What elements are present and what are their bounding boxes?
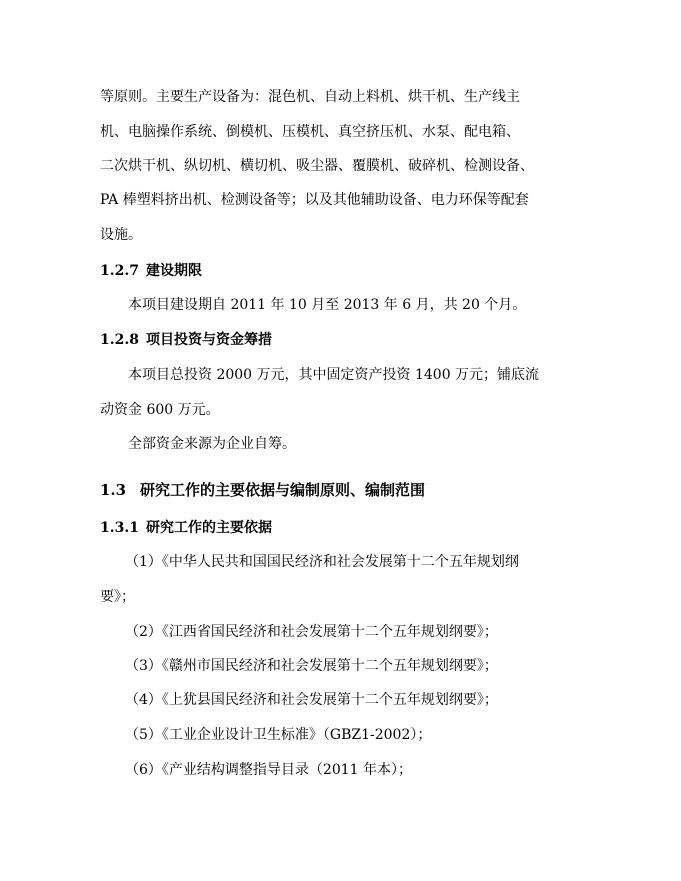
- body-line: 设施。: [100, 227, 142, 243]
- section-heading-1-2-7: [100, 261, 202, 281]
- body-line: 等原则。主要生产设备为：混色机、自动上料机、烘干机、生产线主: [100, 89, 520, 105]
- body-line: 机、电脑操作系统、倒模机、压模机、真空挤压机、水泵、配电箱、: [100, 124, 520, 140]
- body-line: 全部资金来源为企业自筹。: [128, 436, 296, 452]
- section-title: 项目投资与资金筹措: [146, 332, 272, 348]
- basis-item: （3）《赣州市国民经济和社会发展第十二个五年规划纲要》；: [125, 658, 498, 674]
- body-line: 二次烘干机、纵切机、横切机、吸尘器、覆膜机、破碎机、检测设备、: [100, 158, 534, 174]
- section-number: 1.3: [100, 481, 127, 499]
- body-line: 本项目总投资 2000 万元，其中固定资产投资 1400 万元；铺底流: [128, 367, 540, 383]
- basis-item: （6）《产业结构调整指导目录（2011 年本）；: [125, 762, 412, 778]
- basis-item-continued: 要》；: [100, 589, 135, 605]
- body-line: 本项目建设期自 2011 年 10 月至 2013 年 6 月，共 20 个月。: [128, 297, 527, 313]
- section-title: 建设期限: [146, 263, 202, 279]
- basis-item: （2）《江西省国民经济和社会发展第十二个五年规划纲要》；: [125, 624, 498, 640]
- section-heading-1-2-8: [100, 330, 272, 350]
- body-line: PA 棒塑料挤出机、检测设备等；以及其他辅助设备、电力环保等配套: [100, 192, 529, 208]
- basis-item: （5）《工业企业设计卫生标准》（GBZ1-2002）；: [125, 727, 432, 743]
- section-title: 研究工作的主要依据与编制原则、编制范围: [140, 481, 426, 499]
- basis-item: （4）《上犹县国民经济和社会发展第十二个五年规划纲要》；: [125, 692, 498, 708]
- section-number: 1.3.1: [100, 520, 139, 536]
- section-heading-1-3: [100, 480, 425, 500]
- section-heading-1-3-1: [100, 518, 272, 538]
- section-number: 1.2.7: [100, 263, 139, 279]
- body-line: 动资金 600 万元。: [100, 402, 220, 418]
- section-number: 1.2.8: [100, 332, 139, 348]
- section-title: 研究工作的主要依据: [146, 520, 272, 536]
- basis-item: （1）《中华人民共和国国民经济和社会发展第十二个五年规划纲: [125, 554, 519, 570]
